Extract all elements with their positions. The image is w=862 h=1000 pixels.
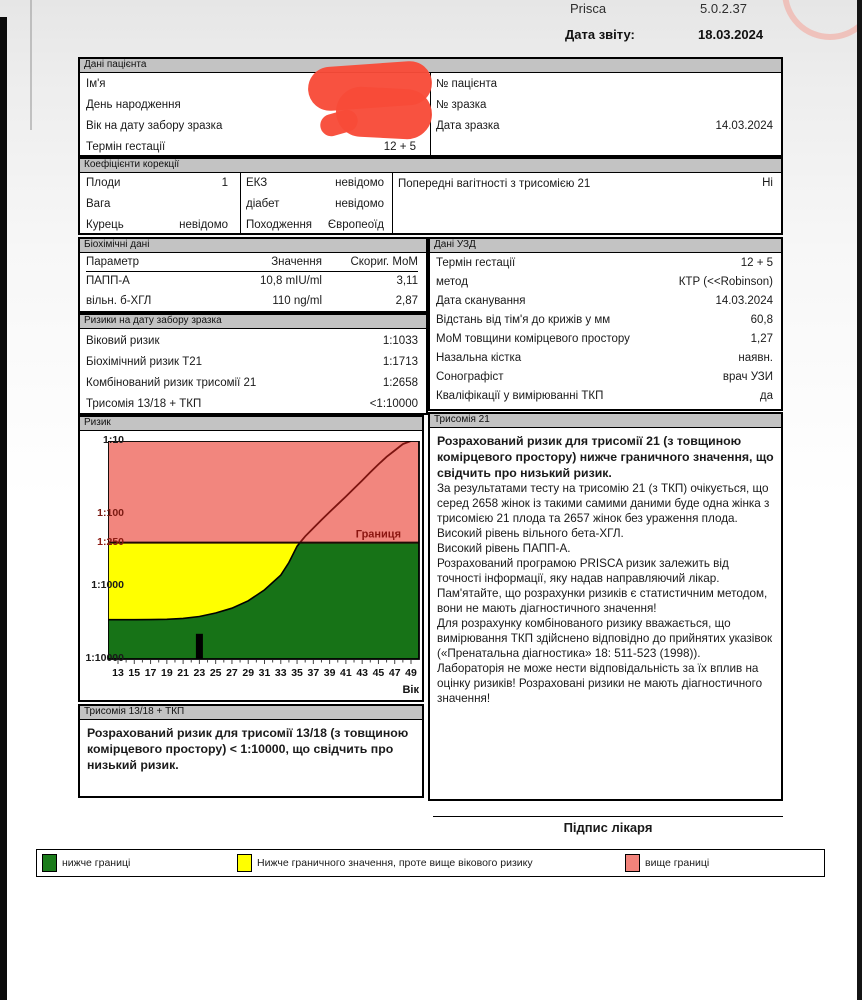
- patient-gestation-value: 12 + 5: [383, 141, 416, 153]
- coefficients-panel: [78, 157, 783, 235]
- fetuses-row: [86, 176, 228, 190]
- coeff-divider-1: [240, 172, 241, 233]
- highlight-arc: [782, 0, 862, 40]
- sample-date-value: 14.03.2024: [715, 120, 773, 132]
- legend-item-red: [625, 854, 709, 872]
- papp-label: ПАПП-А: [86, 275, 130, 287]
- combined-risk-row: [86, 376, 418, 390]
- hcg-label: вільн. б-ХГЛ: [86, 295, 152, 307]
- uzd-scan-date-label: Дата сканування: [436, 295, 526, 307]
- fetuses-value: 1: [221, 177, 228, 189]
- svg-text:41: 41: [340, 667, 352, 679]
- t1318-risk-value: <1:10000: [369, 398, 418, 410]
- trisomy21-paragraph: Пам'ятайте, що розрахунки ризиків є статистичним методом, вони не мають діагностичного значення!: [437, 587, 768, 615]
- risk-chart-header: Ризик: [80, 417, 422, 431]
- sample-date-label: Дата зразка: [436, 120, 500, 132]
- diabetes-value: невідомо: [335, 198, 384, 210]
- biochem-header: Біохімічні дані: [80, 239, 426, 253]
- signature-label: Підпис лікаря: [563, 820, 653, 835]
- hcg-mom: 2,87: [395, 295, 418, 307]
- svg-text:13: 13: [112, 667, 124, 679]
- ultrasound-panel: [428, 237, 783, 411]
- svg-text:17: 17: [144, 667, 157, 679]
- svg-text:39: 39: [323, 667, 336, 679]
- ivf-label: ЕКЗ: [246, 177, 268, 189]
- svg-text:45: 45: [372, 667, 385, 679]
- legend-green-label: нижче границі: [62, 857, 131, 869]
- y-axis-label: 1:250: [97, 536, 124, 548]
- uzd-sonographer-label: Сонографіст: [436, 371, 504, 383]
- sample-date-row: [436, 119, 773, 133]
- uzd-qualification-row: [436, 389, 773, 403]
- t1318-risk-label: Трисомія 13/18 + ТКП: [86, 398, 202, 410]
- legend-item-yellow: [237, 854, 533, 872]
- svg-text:21: 21: [177, 667, 189, 679]
- photo-edge-right: [857, 0, 862, 1000]
- uzd-method-label: метод: [436, 276, 468, 288]
- sample-number-label: № зразка: [436, 99, 487, 111]
- trisomy1318-header: Трисомія 13/18 + ТКП: [80, 706, 422, 720]
- uzd-sonographer-value: врач УЗИ: [722, 371, 773, 383]
- age-risk-row: [86, 334, 418, 348]
- trisomy21-conclusion: Розрахований ризик для трисомії 21 (з товщиною комірцевого простору) нижче граничного значення, що свідчить про низький ризик.: [437, 434, 774, 480]
- trisomy21-paragraph: Розрахований програмою PRISCA ризик залежить від точності інформації, яку надав направляючий лікар.: [437, 557, 729, 585]
- diabetes-row: [246, 197, 384, 211]
- uzd-nasal-bone-label: Назальна кістка: [436, 352, 522, 364]
- risk-chart: [108, 441, 424, 703]
- age-risk-value: 1:1033: [382, 335, 418, 347]
- uzd-gestation-value: 12 + 5: [740, 257, 773, 269]
- svg-text:33: 33: [274, 667, 287, 679]
- uzd-nt-mom-row: [436, 332, 773, 346]
- svg-text:23: 23: [193, 667, 206, 679]
- svg-text:31: 31: [258, 667, 271, 679]
- patient-number-label: № пацієнта: [436, 78, 498, 90]
- combined-risk-value: 1:2658: [382, 377, 418, 389]
- patient-data-header: Дані пацієнта: [80, 59, 781, 73]
- app-name: Prisca: [570, 1, 607, 16]
- trisomy1318-panel: [78, 704, 424, 798]
- combined-risk-label: Комбінований ризик трисомії 21: [86, 377, 257, 389]
- patient-number-row: [436, 77, 773, 91]
- diabetes-label: діабет: [246, 198, 280, 210]
- svg-text:15: 15: [128, 667, 141, 679]
- risk-chart-panel: [78, 415, 424, 702]
- biochem-risk-label: Біохімічний ризик Т21: [86, 356, 203, 368]
- uzd-gestation-row: [436, 256, 773, 270]
- smoker-label: Курець: [86, 219, 124, 231]
- biochem-row-papp: [86, 275, 418, 287]
- uzd-method-row: [436, 275, 773, 289]
- legend-box: [36, 849, 825, 877]
- previous-t21-label: Попередні вагітності з трисомією 21: [398, 178, 591, 190]
- trisomy21-panel: [428, 412, 783, 801]
- uzd-nt-mom-label: МоМ товщини комірцевого простору: [436, 333, 630, 345]
- patient-age-label: Вік на дату забору зразка: [86, 120, 223, 132]
- svg-text:37: 37: [307, 667, 320, 679]
- uzd-scan-date-row: [436, 294, 773, 308]
- risks-header: Ризики на дату забору зразка: [80, 315, 426, 329]
- weight-label: Вага: [86, 198, 111, 210]
- svg-text:Вік: Вік: [402, 684, 419, 696]
- papp-mom: 3,11: [396, 275, 418, 287]
- trisomy21-paragraph: Високий рівень вільного бета-ХГЛ.: [437, 527, 624, 540]
- trisomy21-paragraph: Високий рівень ПАПП-А.: [437, 542, 571, 555]
- y-axis-label: 1:10: [102, 434, 124, 446]
- uzd-nt-mom-value: 1,27: [750, 333, 773, 345]
- ivf-value: невідомо: [335, 177, 384, 189]
- hcg-value: 110 ng/ml: [272, 295, 322, 307]
- risks-panel: [78, 313, 428, 415]
- svg-text:25: 25: [209, 667, 222, 679]
- age-risk-label: Віковий ризик: [86, 335, 160, 347]
- trisomy1318-text: Розрахований ризик для трисомії 13/18 (з товщиною комірцевого простору) < 1:10000, що свідчить про низький ризик.: [87, 726, 409, 772]
- legend-red-swatch: [625, 854, 640, 872]
- svg-text:Границя: Границя: [355, 528, 401, 541]
- svg-text:43: 43: [356, 667, 369, 679]
- biochem-col-param: Параметр: [86, 256, 140, 268]
- uzd-crl-row: [436, 313, 773, 327]
- legend-item-green: [42, 854, 130, 872]
- uzd-sonographer-row: [436, 370, 773, 384]
- biochem-panel: [78, 237, 428, 313]
- ethnicity-value: Європеоїд: [327, 219, 384, 231]
- patient-dob-label: День народження: [86, 99, 181, 111]
- weight-row: [86, 197, 228, 211]
- uzd-nasal-bone-row: [436, 351, 773, 365]
- uzd-crl-label: Відстань від тім'я до крижів у мм: [436, 314, 611, 326]
- signature-line: [433, 816, 783, 817]
- legend-yellow-swatch: [237, 854, 252, 872]
- legend-green-swatch: [42, 854, 57, 872]
- legend-red-label: вище границі: [645, 857, 710, 869]
- uzd-nasal-bone-value: наявн.: [738, 352, 773, 364]
- trisomy21-header: Трисомія 21: [430, 414, 781, 428]
- coeff-divider-2: [392, 172, 393, 233]
- patient-gestation-label: Термін гестації: [86, 141, 166, 153]
- y-axis-label: 1:100: [97, 507, 124, 519]
- svg-text:47: 47: [388, 667, 401, 679]
- uzd-gestation-label: Термін гестації: [436, 257, 516, 269]
- smoker-value: невідомо: [179, 219, 228, 231]
- trisomy21-text: [430, 428, 781, 706]
- uzd-qualification-label: Кваліфікації у вимірюванні ТКП: [436, 390, 604, 402]
- svg-text:35: 35: [291, 667, 303, 679]
- svg-text:27: 27: [226, 667, 238, 679]
- svg-text:49: 49: [405, 667, 417, 679]
- uzd-method-value: КТР (<<Robinson): [678, 276, 773, 288]
- biochem-col-mom: Скориг. МоМ: [350, 256, 418, 268]
- biochem-col-value: Значення: [271, 256, 322, 268]
- trisomy21-paragraph: За результатами тесту на трисомію 21 (з ТКП) очікується, що серед 2658 жінок із такими самими даними буде одна жінка з трисомією 21 плода та 2657 жінок без ураження плода.: [437, 482, 770, 525]
- report-date-value: 18.03.2024: [698, 27, 764, 42]
- papp-value: 10,8 mIU/ml: [260, 275, 322, 287]
- trisomy21-paragraph: Для розрахунку комбінованого ризику вважається, що вимірювання ТКП здійснено відповідно до прийнятих указівок («Пренатальна діагностика» 18: 511-523 (1998)).: [437, 617, 773, 660]
- biochem-row-hcg: [86, 295, 418, 307]
- svg-text:29: 29: [242, 667, 255, 679]
- previous-t21-row: [398, 176, 773, 192]
- trisomy21-paragraph: Лабораторія не може нести відповідальність за їх вплив на оцінку ризиків! Розраховані ризики не мають діагностичного значення!: [437, 662, 763, 705]
- biochem-table-header: [86, 256, 418, 272]
- uzd-crl-value: 60,8: [750, 314, 773, 326]
- t1318-risk-row: [86, 397, 418, 411]
- photo-edge-shadow: [30, 0, 32, 130]
- report-date-label: Дата звіту:: [565, 27, 635, 42]
- app-version: 5.0.2.37: [700, 1, 747, 16]
- coefficients-header: Коефіцієнти корекції: [80, 159, 781, 173]
- y-axis-label: 1:1000: [91, 579, 124, 591]
- legend-yellow-label: Нижче граничного значення, проте вище вікового ризику: [257, 857, 533, 869]
- biochem-risk-value: 1:1713: [382, 356, 418, 368]
- sample-number-row: [436, 98, 773, 112]
- biochem-risk-row: [86, 355, 418, 369]
- uzd-scan-date-value: 14.03.2024: [715, 295, 773, 307]
- ethnicity-row: [246, 218, 384, 232]
- smoker-row: [86, 218, 228, 232]
- previous-t21-value: Ні: [762, 177, 773, 189]
- patient-name-label: Ім'я: [86, 78, 106, 90]
- patient-gestation-row: [86, 140, 416, 154]
- svg-text:19: 19: [160, 667, 173, 679]
- uzd-qualification-value: да: [759, 390, 773, 402]
- fetuses-label: Плоди: [86, 177, 121, 189]
- ethnicity-label: Походження: [246, 219, 313, 231]
- y-axis-label: 1:10000: [85, 652, 124, 664]
- ultrasound-header: Дані УЗД: [430, 239, 781, 253]
- ivf-row: [246, 176, 384, 190]
- photo-edge-left: [0, 17, 7, 1000]
